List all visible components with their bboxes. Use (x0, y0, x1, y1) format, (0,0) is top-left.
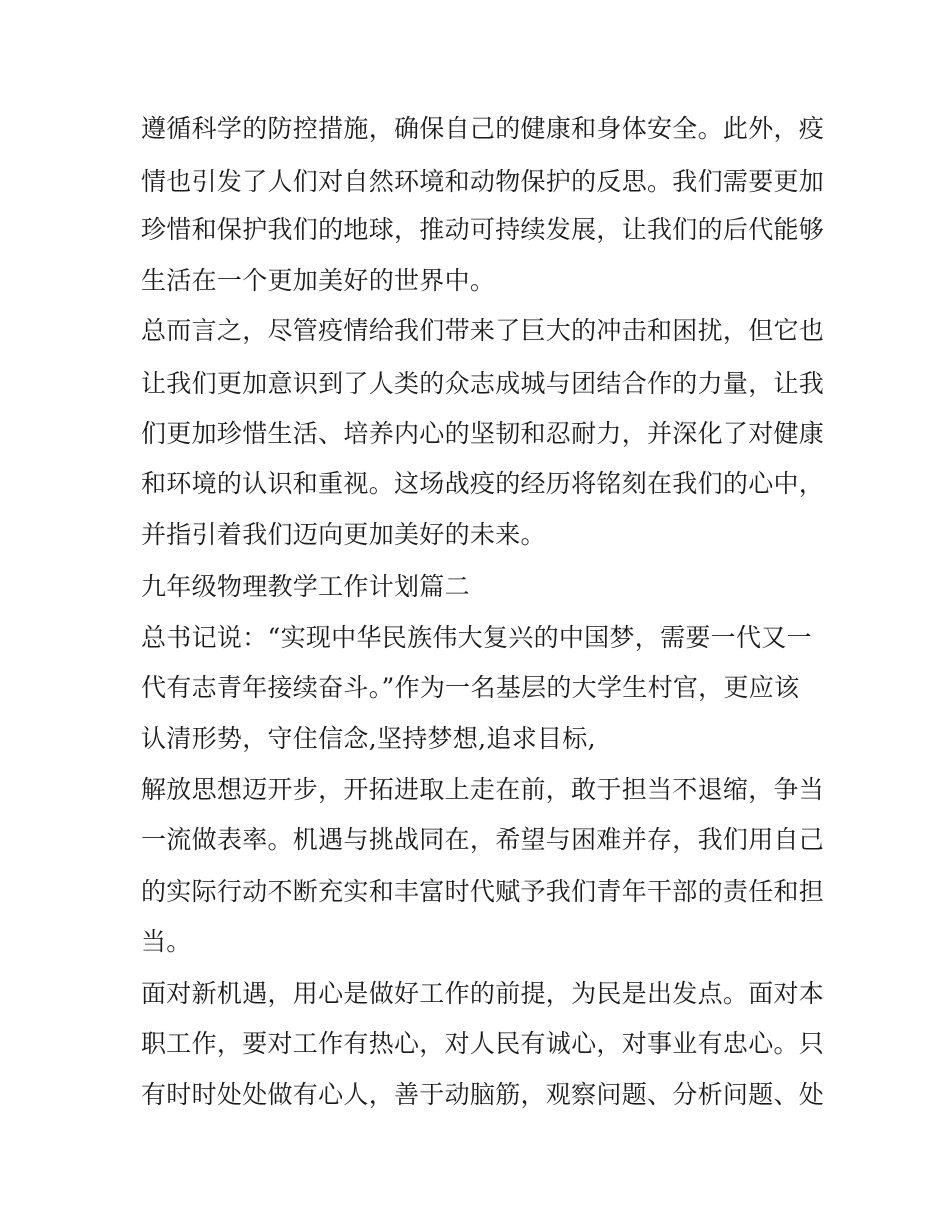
text-line: 让我们更加意识到了人类的众志成城与团结合作的力量，让我 (141, 369, 825, 398)
text-line: 总书记说：“实现中华民族伟大复兴的中国梦，需要一代又一 (141, 623, 812, 652)
text-line: 珍惜和保护我们的地球，推动可持续发展，让我们的后代能够 (141, 215, 825, 244)
text-line: 解放思想迈开步，开拓进取上走在前，敢于担当不退缩，争当 (141, 775, 825, 804)
text-line: 和环境的认识和重视。这场战疫的经历将铭刻在我们的心中， (141, 469, 825, 498)
text-line: 职工作，要对工作有热心，对人民有诚心，对事业有忠心。只 (141, 1029, 825, 1058)
text-line: 并指引着我们迈向更加美好的未来。 (141, 520, 546, 549)
text-line: 代有志青年接续奋斗。”作为一名基层的大学生村官，更应该 (141, 673, 800, 702)
text-line: 的实际行动不断充实和丰富时代赋予我们青年干部的责任和担 (141, 877, 825, 906)
text-line: 认清形势，守住信念,坚持梦想,追求目标, (141, 724, 596, 753)
text-line: 遵循科学的防控措施，确保自己的健康和身体安全。此外，疫 (141, 114, 825, 143)
text-line: 们更加珍惜生活、培养内心的坚韧和忍耐力，并深化了对健康 (141, 419, 825, 448)
text-line: 生活在一个更加美好的世界中。 (141, 266, 496, 295)
section-heading: 九年级物理教学工作计划篇二 (141, 572, 470, 601)
text-line: 面对新机遇，用心是做好工作的前提，为民是出发点。面对本 (141, 979, 825, 1008)
text-line: 当。 (141, 927, 192, 956)
text-line: 情也引发了人们对自然环境和动物保护的反思。我们需要更加 (141, 167, 825, 196)
text-line: 一流做表率。机遇与挑战同在，希望与困难并存，我们用自己 (141, 825, 825, 854)
text-line: 有时时处处做有心人，善于动脑筋，观察问题、分析问题、处 (141, 1080, 825, 1109)
text-line: 总而言之，尽管疫情给我们带来了巨大的冲击和困扰，但它也 (141, 316, 825, 345)
